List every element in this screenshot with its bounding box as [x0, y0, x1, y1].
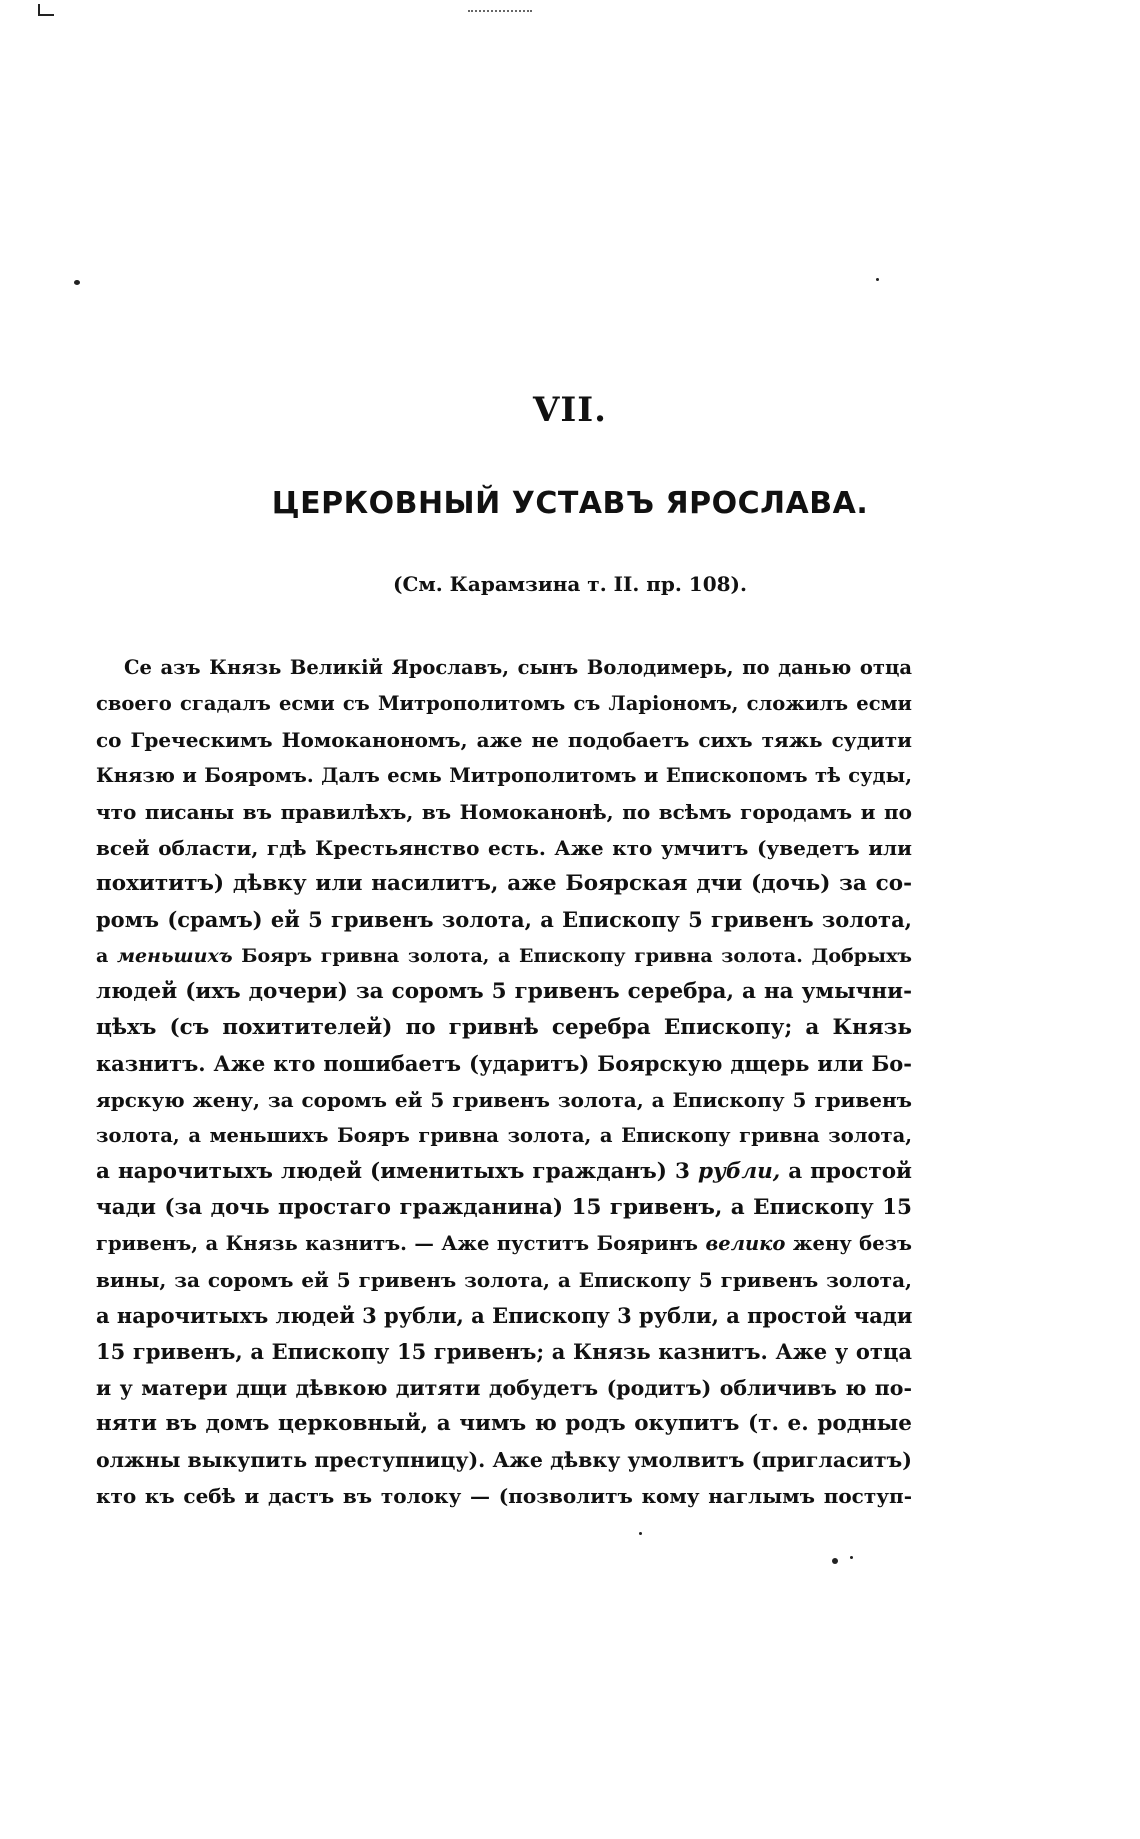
text-run: со Греческимъ Номоканономъ, аже не подобаетъ сихъ тяжь судити	[96, 728, 912, 752]
text-run: казнитъ. Аже кто пошибаетъ (ударитъ) Боярскую дщерь или Бо-	[96, 1051, 912, 1076]
text-line	[96, 722, 912, 758]
text-run: что писаны въ правилѣхъ, въ Номоканонѣ, по всѣмъ городамъ и по	[96, 800, 912, 824]
text-line	[96, 650, 912, 686]
text-run: своего сгадалъ есми съ Митрополитомъ съ Ларiономъ, сложилъ есми	[96, 692, 912, 715]
text-line	[96, 1190, 912, 1226]
italic-word: меньшихъ	[116, 945, 233, 967]
text-line	[96, 1298, 912, 1334]
text-run: гривенъ, а Князь казнитъ. — Аже пуститъ Бояринъ	[96, 1232, 706, 1255]
text-run: а нарочитыхъ людей (именитыхъ гражданъ) 3	[96, 1159, 698, 1184]
body-paragraph	[96, 650, 912, 1514]
text-line	[96, 1046, 912, 1082]
italic-word: велико	[705, 1232, 786, 1255]
scan-speck	[639, 1532, 642, 1535]
text-run: а простой	[780, 1159, 912, 1184]
text-line	[96, 1082, 912, 1118]
text-run: похититъ) дѣвку или насилитъ, аже Боярская дчи (дочь) за со-	[96, 871, 912, 896]
text-run: няти въ домъ церковный, а чимъ ю родъ окупитъ (т. е. родные	[96, 1411, 912, 1436]
text-line	[96, 902, 912, 938]
text-run: Князю и Бояромъ. Далъ есмь Митрополитомъ и Епископомъ тѣ суды,	[96, 764, 912, 787]
text-run: Се азъ Князь Великiй Ярославъ, сынъ Володимерь, по данью отца	[124, 656, 912, 679]
text-line	[96, 1118, 912, 1154]
text-run: 15 гривенъ, а Епископу 15 гривенъ; а Князь казнитъ. Аже у отца	[96, 1339, 912, 1364]
text-line	[96, 830, 912, 866]
text-line	[96, 1262, 912, 1298]
text-line	[96, 794, 912, 830]
scan-top-mark	[468, 10, 532, 12]
text-line	[96, 1442, 912, 1478]
source-reference: (См. Карамзина т. II. пр. 108).	[393, 572, 747, 596]
text-run: а нарочитыхъ людей 3 рубли, а Епископу 3 рубли, а простой чади	[96, 1303, 913, 1328]
text-run: всей области, гдѣ Крестьянство есть. Аже кто умчитъ (уведетъ или	[96, 836, 912, 860]
text-run: ромъ (срамъ) ей 5 гривенъ золота, а Епископу 5 гривенъ золота,	[96, 907, 912, 932]
scan-speck	[850, 1556, 853, 1559]
text-line	[96, 1406, 912, 1442]
scan-speck	[832, 1558, 838, 1564]
scan-corner-mark	[38, 4, 54, 16]
text-run: людей (ихъ дочери) за соромъ 5 гривенъ серебра, а на умычни-	[96, 979, 912, 1004]
text-run: вины, за соромъ ей 5 гривенъ золота, а Епископу 5 гривенъ золота,	[96, 1268, 912, 1292]
text-run: и у матери дщи дѣвкою дитяти добудетъ (родитъ) обличивъ ю по-	[96, 1376, 912, 1400]
text-run: олжны выкупить преступницу). Аже дѣвку умолвитъ (пригласитъ)	[96, 1448, 912, 1472]
text-run: ярскую жену, за соромъ ей 5 гривенъ золота, а Епископу 5 гривенъ	[96, 1088, 912, 1112]
text-line	[96, 866, 912, 902]
text-run: Бояръ гривна золота, а Епископу гривна золота. Добрыхъ	[232, 945, 912, 967]
chapter-title: ЦЕРКОВНЫЙ УСТАВЪ ЯРОСЛАВА.	[271, 486, 869, 521]
text-line	[96, 1154, 912, 1190]
scan-speck	[74, 280, 80, 285]
text-run: цѣхъ (съ похитителей) по гривнѣ серебра Епископу; а Князь	[96, 1015, 912, 1040]
text-run: чади (за дочь простаго гражданина) 15 гривенъ, а Епископу 15	[96, 1195, 912, 1220]
text-line	[96, 686, 912, 722]
text-line	[96, 938, 912, 974]
text-line	[96, 1370, 912, 1406]
text-line	[96, 1334, 912, 1370]
text-line	[96, 1010, 912, 1046]
italic-word: рубли,	[697, 1159, 781, 1184]
scan-speck	[876, 278, 879, 281]
text-run: золота, а меньшихъ Бояръ гривна золота, а Епископу гривна золота,	[96, 1124, 912, 1147]
text-run: кто къ себѣ и дастъ въ толоку — (позволитъ кому наглымъ поступ-	[96, 1484, 912, 1508]
text-line	[96, 1478, 912, 1514]
text-line	[96, 758, 912, 794]
text-line	[96, 974, 912, 1010]
text-line	[96, 1226, 912, 1262]
text-run: а	[96, 945, 117, 967]
text-run: жену безъ	[785, 1232, 913, 1255]
chapter-number: VII.	[532, 390, 608, 430]
